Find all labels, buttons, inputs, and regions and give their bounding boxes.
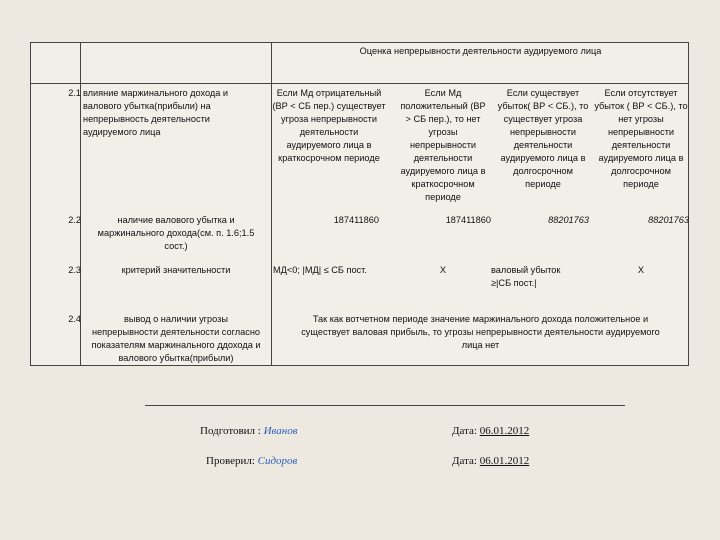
- prepared-by: [200, 425, 298, 437]
- date-label: Дата:: [452, 425, 477, 437]
- date-value: 06.01.2012: [479, 455, 530, 467]
- criterion-cell-2: Х: [439, 265, 447, 275]
- row-number: 2.1: [68, 88, 81, 98]
- prepared-name: Иванов: [263, 425, 298, 437]
- checked-by: [206, 455, 297, 467]
- separator-line: [145, 405, 625, 406]
- condition-cell-4: Если отсутствует убыток ( ВР < СБ.), то нет угрозы непрерывности деятельности аудируемого лица в долгосрочном периоде: [594, 88, 688, 189]
- row-label: влияние маржинального дохода и валового убытка(прибыли) на непрерывность деятельности аудируемого лица: [83, 88, 229, 137]
- checked-label: Проверил:: [206, 455, 255, 467]
- prepared-date: [452, 425, 529, 437]
- row-label: наличие валового убытка и маржинального дохода(см. п. 1.6;1.5 сост.): [97, 215, 255, 251]
- assessment-table: [30, 42, 689, 366]
- condition-cell-1: Если Мд отрицательный (ВР < СБ пер.) существует угроза непрерывности деятельности аудируемого лица в краткосрочном периоде: [272, 88, 386, 163]
- row-divider: [31, 83, 688, 84]
- table-header-title: Оценка непрерывности деятельности аудируемого лица: [359, 46, 602, 56]
- criterion-cell-4: Х: [637, 265, 645, 275]
- value-cell-2: 187411860: [445, 215, 491, 225]
- value-cell-3: 88201763: [548, 215, 589, 225]
- criterion-cell-3: валовый убыток ≥|СБ пост.|: [491, 265, 561, 288]
- row-number: 2.2: [68, 215, 81, 225]
- value-cell-1: 187411860: [333, 215, 379, 225]
- prepared-label: Подготовил :: [200, 425, 261, 437]
- row-number: 2.4: [68, 314, 81, 324]
- checked-date: [452, 455, 529, 467]
- condition-cell-2: Если Мд положительный (ВР > СБ пер.), то нет угрозы непрерывности деятельности аудируемого лица в краткосрочном периоде: [400, 88, 486, 202]
- value-cell-4: 88201763: [648, 215, 689, 225]
- criterion-cell-1: МД<0; |МД| ≤ СБ пост.: [273, 265, 367, 275]
- row-label: вывод о наличии угрозы непрерывности деятельности согласно показателям маржинального ддохода и валового убытка(прибыли): [91, 314, 261, 363]
- date-value: 06.01.2012: [479, 425, 530, 437]
- row-label: критерий значительности: [121, 265, 231, 275]
- date-label: Дата:: [452, 455, 477, 467]
- condition-cell-3: Если существует убыток( ВР < СБ.), то существует угроза непрерывности деятельности аудируемого лица в долгосрочном периоде: [497, 88, 589, 189]
- row-number: 2.3: [68, 265, 81, 275]
- conclusion-text: Так как вотчетном периоде значение маржинального дохода положительное и существует валовая прибыль, то угрозы непрерывности деятельности аудируемого лица нет: [301, 314, 660, 350]
- checked-name: Сидоров: [257, 455, 298, 467]
